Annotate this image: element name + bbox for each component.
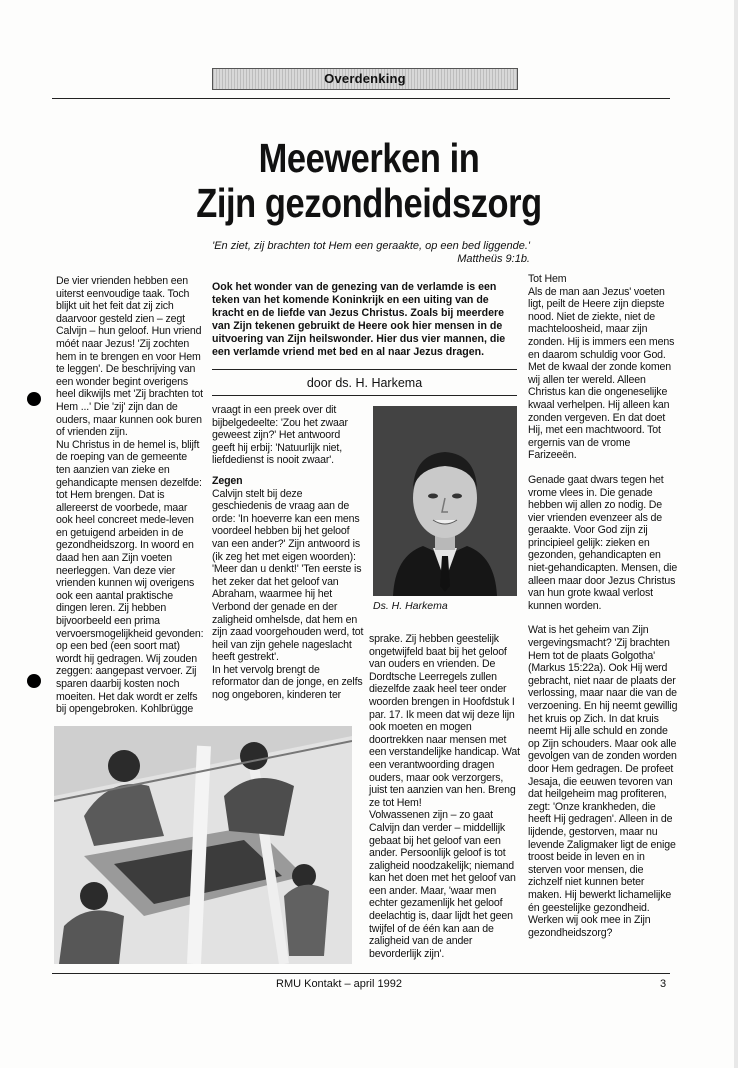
page-number: 3 [660,978,667,990]
byline-rule-top [212,369,517,370]
byline-rule-bottom [212,395,517,396]
paragraph: Genade gaat dwars tegen het vrome vlees in. Die genade hebben wij allen zo nodig. De vier vrienden evenzeer als de geraakte. Voor God zijn zij principieel gelijk: zieken en gezonden, gehandicapten en niet-gehandicapten. Mensen, die alleen maar door Jezus Christus van hun grote kwaal verlost kunnen worden. [528,473,678,612]
portrait-image [373,406,517,596]
illustration-lowering-through-roof [54,726,352,964]
section-header [212,68,518,90]
column-4 [528,273,678,939]
title-line-2: Zijn gezondheidszorg [196,180,542,226]
paragraph: Volwassenen zijn – zo gaat Calvijn dan verder – middellijk gebaat bij het geloof van een ander. Persoonlijk geloof is tot zaligheid noodzakelijk; niemand kan het doen met het geloof van een ander. Maar, 'waar men echter gezamenlijk het geloof deelachtig is, daar lijdt het geen twijfel of de één kan aan de zaligheid van de ander bevorderlijk zijn'. [369,809,516,960]
article-intro: Ook het wonder van de genezing van de verlamde is een teken van het komende Koninkrijk en een uiting van de kracht en de liefde van Jezus Christus. Zoals bij meerdere van Zijn tekenen gebruikt de Heere ook hier mensen in de uitvoering van Zijn heilswonder. Hier dus vier mannen, die een verlamde vriend met bed en al naar Jezus dragen. [212,281,506,358]
bible-quote [150,240,530,266]
header-rule [52,98,670,99]
author-byline: door ds. H. Harkema [306,376,423,390]
title-line-1: Meewerken in [258,135,480,181]
author-photo [373,406,517,596]
section-label: Overdenking [324,71,406,86]
punch-hole [27,392,41,406]
subheading-tot-hem: Tot Hem [528,273,567,285]
paragraph: In het vervolg brengt de reformator dan de jonge, en zelfs nog ongeboren, kinderen ter [212,663,363,702]
photo-caption: Ds. H. Harkema [373,600,448,612]
column-2 [212,404,364,702]
paragraph: Calvijn stelt bij deze geschiedenis de vraag aan de orde: 'In hoeverre kan een mens voordeel hebben bij het geloof van een ander?' Zijn antwoord is (ik zeg het met eigen woorden): 'Meer dan u denkt!' 'Ten eerste is het zeker dat het geloof van Abraham, waarmee hij het Verbond der genade en der zaligheid omhelsde, dat hem en zijn zaad voorgehouden werd, tot heil van zijn gehele nageslacht heeft gestrekt'. [212,487,364,664]
punch-hole [27,674,41,688]
paragraph: De vier vrienden hebben een uiterst eenvoudige taak. Toch blijkt uit het feit dat zij zich daarvoor gesteld zien – zegt Calvijn – hun geloof. Hun vriend móét naar Jezus! 'Zij zochten hem in te brengen en voor Hem te leggen'. De beschrijving van een wonder begint overigens heel dikwijls met 'Zij brachten tot Hem ...' Die 'zij' zijn dan de ouders, maar kunnen ook buren of vrienden zijn. [56,275,203,439]
roof-illustration [54,726,352,964]
paragraph: Nu Christus in de hemel is, blijft de roeping van de gemeente ten aanzien van zieke en gehandicapte mensen dezelfde: tot Hem brengen. Dat is allereerst de voorbede, maar ook heel concreet mede-leven en getuigend arbeiden in de gezondheidszorg. In woord en daad hen aan Zijn voeten neerleggen. Van deze vier vrienden kunnen wij overigens ook een aantal praktische dingen leren. Zij hebben bijvoorbeeld een prima vervoersmogelijkheid gevonden: op een bed (een soort mat) wordt hij gedragen. Wij zouden zeggen: aangepast vervoer. Zij sparen daarbij kosten noch moeiten. Het dak wordt er zelfs bij opengebroken. Kohlbrügge [56,438,204,716]
paragraph: Als de man aan Jezus' voeten ligt, peilt de Heere zijn diepste nood. Niet de ziekte, niet de machteloosheid, maar zijn zonden. Hij is immers een mens en daarom schuldig voor God. Met de kwaal der zonde komen wij allen ter wereld. Alleen Christus kan die ongeneselijke kwaal verhelpen. Hij alleen kan zonden vergeven. En dat doet Hij, met een machtwoord. Tot ergernis van de vrome Farizeeën. [528,285,675,462]
bible-quote-text: 'En ziet, zij brachten tot Hem een geraakte, op een bed liggende.' [212,240,530,252]
paragraph: vraagt in een preek over dit bijbelgedeelte: 'Zou het zwaar geweest zijn?' Het antwoord geeft hij erbij: 'Natuurlijk niet, liefdedienst is nooit zwaar'. [212,404,348,467]
bible-quote-reference: Mattheüs 9:1b. [457,253,530,265]
paragraph: sprake. Zij hebben geestelijk ongetwijfeld baat bij het geloof van ouders en vrienden. De Dordtsche Leerregels zullen diezelfde zaak heel teer onder woorden brengen in Hoofdstuk I par. 17. Ik meen dat wij deze lijn ook moeten en mogen doortrekken naar mensen met een verstandelijke handicap. Wat een verantwoording dragen ouders, maar ook verzorgers, juist ten aanzien van hen. Breng ze tot Hem! [369,633,520,809]
paragraph: Wat is het geheim van Zijn vergevingsmacht? 'Zij brachten Hem tot de plaats Golgotha' (Markus 15:22a). Ook Hij werd gebracht, niet naar de plaats der verlossing, maar naar die van de verzoening. En hij neemt gewillig het kruis op Zich. In dat kruis neemt Hij alle schuld en zonde op Zijn schouders. Maar ook alle gevolgen van de zonden worden door Hem gedragen. De profeet Jesaja, die eeuwen tevoren van dat heilgeheim mag profiteren, zegt: 'Onze krankheden, die heeft Hij gedragen'. Alleen in de lijdende, gestorven, maar nu levende Zaligmaker ligt de enige troost beide in leven en in sterven voor mensen, die zichzelf niet kunnen beter maken. Hij bewerkt lichamelijke én geestelijke gezondheid. Werken wij ook mee in Zijn gezondheidszorg? [528,624,678,939]
footer-publication: RMU Kontakt – april 1992 [276,978,402,990]
scan-edge [734,0,738,1068]
column-1 [56,275,204,716]
footer-rule [52,973,670,974]
article-title [109,136,628,226]
column-3 [369,633,521,960]
subheading-zegen: Zegen [212,474,243,487]
